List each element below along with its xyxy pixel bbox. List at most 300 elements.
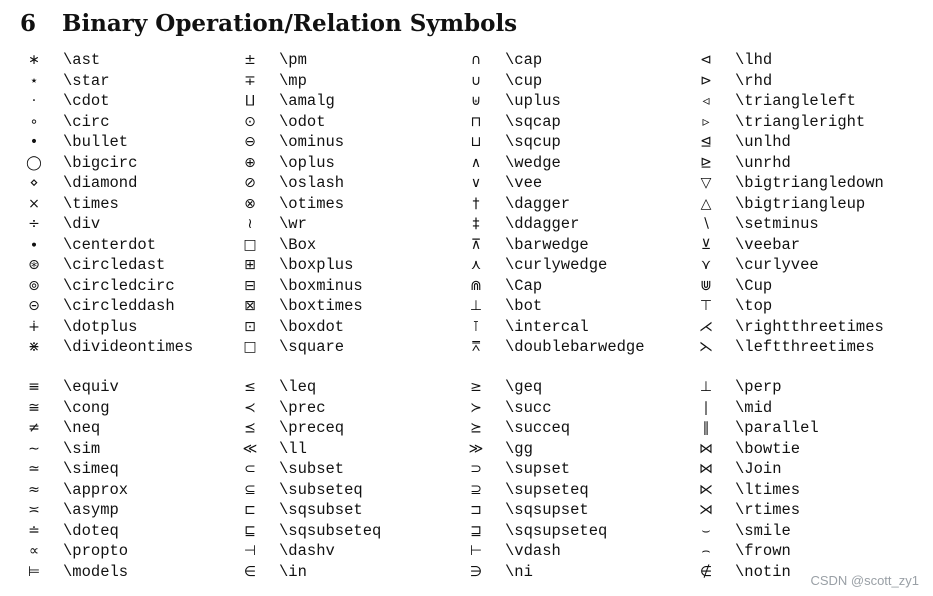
symbol-glyph: ⊔ bbox=[470, 134, 482, 151]
symbol-glyph: ⊴ bbox=[700, 134, 712, 151]
symbol-row bbox=[236, 194, 363, 215]
symbol-row bbox=[462, 377, 607, 398]
latex-command: \odot bbox=[279, 112, 326, 131]
symbol-row bbox=[462, 194, 645, 215]
symbol-row bbox=[236, 377, 381, 398]
symbol-row bbox=[692, 112, 884, 133]
latex-command: \boxtimes bbox=[279, 297, 363, 316]
symbol-glyph: ▽ bbox=[700, 175, 712, 192]
latex-command: \cup bbox=[505, 71, 543, 90]
latex-command: \bullet bbox=[63, 133, 129, 152]
symbol-glyph: † bbox=[472, 195, 480, 212]
symbol-row bbox=[20, 377, 128, 398]
symbol-row bbox=[692, 153, 884, 174]
latex-command: \sqcup bbox=[505, 133, 561, 152]
symbol-row bbox=[20, 398, 128, 419]
latex-command: \centerdot bbox=[63, 235, 157, 254]
symbol-glyph: ⊳ bbox=[700, 72, 712, 89]
symbol-row bbox=[20, 132, 193, 153]
symbol-glyph: ≥ bbox=[470, 379, 482, 396]
symbol-row bbox=[462, 459, 607, 480]
symbol-glyph: ≪ bbox=[242, 440, 258, 457]
latex-command: \otimes bbox=[279, 194, 345, 213]
symbol-glyph: ⊂ bbox=[244, 461, 256, 478]
latex-command: \amalg bbox=[279, 92, 335, 111]
latex-command: \ddagger bbox=[505, 215, 580, 234]
latex-command: \Cap bbox=[505, 276, 543, 295]
symbol-row bbox=[20, 276, 193, 297]
symbol-glyph: • bbox=[29, 134, 39, 151]
symbol-row bbox=[462, 132, 645, 153]
symbol-row bbox=[236, 459, 381, 480]
symbol-row bbox=[462, 337, 645, 358]
symbol-glyph: ≀ bbox=[247, 216, 253, 233]
latex-command: \bigtriangledown bbox=[735, 174, 884, 193]
symbol-glyph: ⩞ bbox=[471, 339, 481, 356]
symbol-row bbox=[692, 255, 884, 276]
latex-command: \parallel bbox=[735, 419, 819, 438]
latex-command: \wedge bbox=[505, 153, 561, 172]
section-heading bbox=[20, 10, 517, 37]
latex-command: \leftthreetimes bbox=[735, 338, 875, 357]
latex-command: \sqsupset bbox=[505, 501, 589, 520]
symbol-glyph: ⌣ bbox=[701, 522, 711, 539]
relation-column-4 bbox=[692, 377, 819, 582]
symbol-glyph: ⊺ bbox=[472, 318, 480, 335]
latex-command: \ast bbox=[63, 51, 101, 70]
symbol-row bbox=[692, 459, 819, 480]
symbol-glyph: ≻ bbox=[470, 399, 482, 416]
latex-command: \doteq bbox=[63, 521, 119, 540]
symbol-glyph: ∧ bbox=[470, 154, 482, 171]
symbol-row bbox=[236, 541, 381, 562]
latex-command: \oplus bbox=[279, 153, 335, 172]
latex-command: \sqsubseteq bbox=[279, 521, 382, 540]
symbol-row bbox=[20, 562, 128, 583]
symbol-row bbox=[462, 562, 607, 583]
latex-command: \cap bbox=[505, 51, 543, 70]
symbol-row bbox=[462, 173, 645, 194]
latex-command: \gg bbox=[505, 439, 533, 458]
latex-command: \unrhd bbox=[735, 153, 791, 172]
symbol-glyph: ∓ bbox=[244, 72, 256, 89]
symbol-row bbox=[692, 398, 819, 419]
symbol-glyph: ⊤ bbox=[699, 298, 713, 315]
symbol-glyph: ⋈ bbox=[699, 461, 713, 478]
symbol-row bbox=[692, 50, 884, 71]
symbol-row bbox=[20, 500, 128, 521]
symbol-glyph: ≅ bbox=[28, 399, 40, 416]
latex-command: \in bbox=[279, 562, 307, 581]
symbol-row bbox=[236, 337, 363, 358]
symbol-glyph: □ bbox=[243, 339, 257, 356]
symbol-row bbox=[236, 235, 363, 256]
latex-command: \div bbox=[63, 215, 101, 234]
symbol-glyph: ⊖ bbox=[244, 134, 256, 151]
relation-column-3 bbox=[462, 377, 607, 582]
symbol-glyph: ⊘ bbox=[244, 175, 256, 192]
latex-command: \vdash bbox=[505, 542, 561, 561]
symbol-glyph: ≫ bbox=[468, 440, 484, 457]
symbol-glyph: ∪ bbox=[470, 72, 482, 89]
latex-command: \square bbox=[279, 338, 345, 357]
symbol-row bbox=[692, 296, 884, 317]
latex-command: \supset bbox=[505, 460, 571, 479]
symbol-glyph: ⊚ bbox=[28, 277, 40, 294]
symbol-glyph: ∩ bbox=[470, 52, 482, 69]
symbol-glyph: ⊥ bbox=[699, 379, 713, 396]
latex-command: \bowtie bbox=[735, 439, 801, 458]
relation-column-1 bbox=[20, 377, 128, 582]
symbol-row bbox=[692, 439, 819, 460]
latex-command: \propto bbox=[63, 542, 129, 561]
symbol-glyph: ◃ bbox=[702, 93, 710, 110]
latex-command: \top bbox=[735, 297, 773, 316]
symbol-glyph: ⊼ bbox=[470, 236, 482, 253]
symbol-glyph: ⊏ bbox=[244, 502, 256, 519]
symbol-row bbox=[236, 418, 381, 439]
symbol-row bbox=[462, 521, 607, 542]
latex-command: \succ bbox=[505, 398, 552, 417]
symbol-glyph: ⊐ bbox=[470, 502, 482, 519]
symbol-row bbox=[692, 235, 884, 256]
symbol-row bbox=[462, 255, 645, 276]
symbol-row bbox=[462, 153, 645, 174]
symbol-glyph: ⋒ bbox=[470, 277, 482, 294]
symbol-row bbox=[20, 91, 193, 112]
latex-command: \wr bbox=[279, 215, 307, 234]
latex-command: \sim bbox=[63, 439, 101, 458]
latex-command: \subset bbox=[279, 460, 345, 479]
symbol-glyph: ⊕ bbox=[244, 154, 256, 171]
symbol-glyph: ≠ bbox=[28, 420, 40, 437]
symbol-glyph: ⋇ bbox=[28, 339, 40, 356]
symbol-row bbox=[236, 296, 363, 317]
latex-command: \star bbox=[63, 71, 110, 90]
symbol-row bbox=[462, 296, 645, 317]
latex-command: \approx bbox=[63, 480, 129, 499]
symbol-glyph: ≐ bbox=[28, 522, 40, 539]
symbol-row bbox=[692, 521, 819, 542]
symbol-row bbox=[20, 480, 128, 501]
symbol-row bbox=[692, 91, 884, 112]
symbol-glyph: ⋌ bbox=[699, 318, 713, 335]
latex-command: \setminus bbox=[735, 215, 819, 234]
latex-command: \equiv bbox=[63, 378, 119, 397]
latex-command: \Join bbox=[735, 460, 782, 479]
symbol-row bbox=[20, 459, 128, 480]
symbol-row bbox=[462, 50, 645, 71]
latex-command: \cong bbox=[63, 398, 110, 417]
latex-command: \boxdot bbox=[279, 317, 345, 336]
watermark-text: CSDN @scott_zy1 bbox=[810, 573, 919, 588]
symbol-row bbox=[20, 255, 193, 276]
symbol-glyph: ≤ bbox=[244, 379, 256, 396]
symbol-glyph: ∗ bbox=[28, 52, 40, 69]
latex-command: \neq bbox=[63, 419, 101, 438]
symbol-row bbox=[236, 480, 381, 501]
symbol-glyph: ⪰ bbox=[470, 420, 482, 437]
symbol-row bbox=[692, 418, 819, 439]
symbol-row bbox=[692, 317, 884, 338]
symbol-glyph: ⊎ bbox=[470, 93, 482, 110]
latex-command: \cdot bbox=[63, 92, 110, 111]
symbol-glyph: ⋏ bbox=[470, 257, 482, 274]
latex-command: \mp bbox=[279, 71, 307, 90]
symbol-row bbox=[236, 112, 363, 133]
latex-command: \veebar bbox=[735, 235, 801, 254]
symbol-row bbox=[236, 173, 363, 194]
latex-command: \asymp bbox=[63, 501, 119, 520]
symbol-glyph: × bbox=[28, 195, 40, 212]
symbol-row bbox=[20, 173, 193, 194]
symbol-row bbox=[692, 541, 819, 562]
symbol-glyph: ⊟ bbox=[244, 277, 256, 294]
symbol-glyph: ⊠ bbox=[244, 298, 256, 315]
binary-column-3 bbox=[462, 50, 645, 358]
latex-command: \frown bbox=[735, 542, 791, 561]
latex-command: \smile bbox=[735, 521, 791, 540]
latex-command: \boxplus bbox=[279, 256, 354, 275]
symbol-row bbox=[20, 153, 193, 174]
symbol-row bbox=[462, 480, 607, 501]
latex-command: \bot bbox=[505, 297, 543, 316]
symbol-glyph: ‡ bbox=[472, 216, 480, 233]
latex-command: \ltimes bbox=[735, 480, 801, 499]
symbol-glyph: ∖ bbox=[701, 216, 711, 233]
symbol-row bbox=[236, 132, 363, 153]
symbol-row bbox=[692, 194, 884, 215]
symbol-glyph: ≍ bbox=[28, 502, 40, 519]
latex-command: \oslash bbox=[279, 174, 345, 193]
symbol-glyph: · bbox=[31, 93, 37, 110]
latex-command: \dagger bbox=[505, 194, 571, 213]
latex-command: \rhd bbox=[735, 71, 773, 90]
symbol-glyph: ⊃ bbox=[470, 461, 482, 478]
symbol-glyph: ⨿ bbox=[244, 93, 256, 110]
latex-command: \notin bbox=[735, 562, 791, 581]
latex-command: \ll bbox=[279, 439, 307, 458]
symbol-row bbox=[20, 337, 193, 358]
symbol-row bbox=[692, 132, 884, 153]
symbol-glyph: ∘ bbox=[29, 113, 39, 130]
latex-command: \models bbox=[63, 562, 129, 581]
latex-command: \bigtriangleup bbox=[735, 194, 866, 213]
symbol-row bbox=[462, 418, 607, 439]
symbol-glyph: ⊥ bbox=[469, 298, 483, 315]
latex-command: \dashv bbox=[279, 542, 335, 561]
symbol-glyph: ⊗ bbox=[244, 195, 256, 212]
symbol-row bbox=[692, 337, 884, 358]
symbol-glyph: ⋎ bbox=[700, 257, 712, 274]
latex-command: \uplus bbox=[505, 92, 561, 111]
symbol-glyph: ◯ bbox=[26, 154, 42, 171]
latex-command: \circledcirc bbox=[63, 276, 175, 295]
symbol-row bbox=[236, 50, 363, 71]
symbol-glyph: ∨ bbox=[470, 175, 482, 192]
symbol-row bbox=[462, 91, 645, 112]
symbol-row bbox=[462, 276, 645, 297]
symbol-row bbox=[462, 317, 645, 338]
symbol-row bbox=[20, 235, 193, 256]
symbol-glyph: ⊡ bbox=[244, 318, 256, 335]
latex-command: \leq bbox=[279, 378, 317, 397]
symbol-glyph: △ bbox=[700, 195, 712, 212]
symbol-row bbox=[692, 562, 819, 583]
symbol-row bbox=[692, 480, 819, 501]
latex-command: \supseteq bbox=[505, 480, 589, 499]
symbol-glyph: ⊇ bbox=[470, 481, 482, 498]
section-number: 6 bbox=[20, 10, 37, 37]
symbol-row bbox=[462, 541, 607, 562]
section-title: Binary Operation/Relation Symbols bbox=[62, 10, 518, 37]
symbol-glyph: ⋄ bbox=[29, 175, 39, 192]
latex-command: \curlywedge bbox=[505, 256, 608, 275]
symbol-row bbox=[20, 194, 193, 215]
symbol-row bbox=[692, 173, 884, 194]
symbol-glyph: ⊙ bbox=[244, 113, 256, 130]
symbol-glyph: ⊆ bbox=[244, 481, 256, 498]
latex-command: \subseteq bbox=[279, 480, 363, 499]
latex-command: \triangleright bbox=[735, 112, 866, 131]
symbol-glyph: ⊵ bbox=[700, 154, 712, 171]
symbol-glyph: ⋊ bbox=[699, 502, 713, 519]
latex-command: \doublebarwedge bbox=[505, 338, 645, 357]
latex-command: \sqsupseteq bbox=[505, 521, 608, 540]
symbol-row bbox=[236, 521, 381, 542]
symbol-row bbox=[20, 214, 193, 235]
symbol-glyph: ≡ bbox=[28, 379, 40, 396]
latex-command: \circleddash bbox=[63, 297, 175, 316]
latex-command: \succeq bbox=[505, 419, 571, 438]
latex-command: \triangleleft bbox=[735, 92, 856, 111]
symbol-row bbox=[462, 235, 645, 256]
latex-command: \ni bbox=[505, 562, 533, 581]
latex-command: \intercal bbox=[505, 317, 589, 336]
latex-command: \lhd bbox=[735, 51, 773, 70]
latex-command: \circ bbox=[63, 112, 110, 131]
symbol-row bbox=[236, 317, 363, 338]
symbol-row bbox=[20, 418, 128, 439]
symbol-glyph: ∣ bbox=[702, 399, 710, 416]
symbol-glyph: ▹ bbox=[702, 113, 710, 130]
symbol-row bbox=[236, 71, 363, 92]
symbol-row bbox=[236, 398, 381, 419]
symbol-glyph: ⊨ bbox=[27, 563, 41, 580]
latex-command: \vee bbox=[505, 174, 543, 193]
symbol-glyph: ≈ bbox=[28, 481, 40, 498]
symbol-row bbox=[236, 91, 363, 112]
symbol-glyph: ⋆ bbox=[29, 72, 39, 89]
symbol-glyph: ∙ bbox=[29, 236, 39, 253]
symbol-row bbox=[20, 112, 193, 133]
binary-column-4 bbox=[692, 50, 884, 358]
symbol-row bbox=[692, 377, 819, 398]
symbol-row bbox=[236, 562, 381, 583]
symbol-glyph: ⋉ bbox=[699, 481, 713, 498]
latex-command: \Cup bbox=[735, 276, 773, 295]
binary-column-1 bbox=[20, 50, 193, 358]
symbol-row bbox=[462, 71, 645, 92]
symbol-glyph: ≺ bbox=[244, 399, 256, 416]
symbol-glyph: ⊛ bbox=[28, 257, 40, 274]
symbol-row bbox=[20, 439, 128, 460]
symbol-glyph: ⊲ bbox=[700, 52, 712, 69]
symbol-glyph: ⊣ bbox=[243, 543, 257, 560]
symbol-glyph: ± bbox=[244, 52, 256, 69]
symbol-glyph: ⊢ bbox=[469, 543, 483, 560]
symbol-glyph: ⋈ bbox=[699, 440, 713, 457]
symbol-row bbox=[692, 71, 884, 92]
symbol-glyph: ∼ bbox=[28, 440, 40, 457]
binary-column-2 bbox=[236, 50, 363, 358]
latex-command: \bigcirc bbox=[63, 153, 138, 172]
symbol-row bbox=[462, 500, 607, 521]
symbol-glyph: ∔ bbox=[28, 318, 40, 335]
symbol-glyph: ∈ bbox=[243, 563, 257, 580]
symbol-row bbox=[236, 276, 363, 297]
symbol-glyph: ∝ bbox=[28, 543, 39, 560]
symbol-row bbox=[462, 112, 645, 133]
symbol-row bbox=[20, 71, 193, 92]
latex-command: \circledast bbox=[63, 256, 166, 275]
latex-command: \barwedge bbox=[505, 235, 589, 254]
latex-command: \Box bbox=[279, 235, 317, 254]
symbol-glyph: ⊑ bbox=[244, 522, 256, 539]
latex-command: \mid bbox=[735, 398, 773, 417]
latex-command: \geq bbox=[505, 378, 543, 397]
symbol-row bbox=[236, 500, 381, 521]
latex-command: \pm bbox=[279, 51, 307, 70]
latex-command: \diamond bbox=[63, 174, 138, 193]
symbol-glyph: ⪯ bbox=[244, 420, 256, 437]
symbol-glyph: ⊞ bbox=[244, 257, 256, 274]
latex-command: \rtimes bbox=[735, 501, 801, 520]
latex-command: \preceq bbox=[279, 419, 345, 438]
latex-command: \simeq bbox=[63, 460, 119, 479]
latex-command: \curlyvee bbox=[735, 256, 819, 275]
symbol-glyph: ⊒ bbox=[470, 522, 482, 539]
symbol-row bbox=[236, 214, 363, 235]
latex-command: \sqcap bbox=[505, 112, 561, 131]
symbol-glyph: ⌢ bbox=[701, 543, 711, 560]
symbol-glyph: □ bbox=[243, 236, 257, 253]
latex-command: \boxminus bbox=[279, 276, 363, 295]
latex-command: \rightthreetimes bbox=[735, 317, 884, 336]
latex-command: \perp bbox=[735, 378, 782, 397]
latex-command: \dotplus bbox=[63, 317, 138, 336]
symbol-glyph: ∥ bbox=[702, 420, 710, 437]
symbol-row bbox=[20, 296, 193, 317]
symbol-glyph: ⋋ bbox=[699, 339, 713, 356]
symbol-glyph: ⊻ bbox=[700, 236, 712, 253]
symbol-glyph: ≃ bbox=[28, 461, 40, 478]
symbol-glyph: ÷ bbox=[28, 216, 40, 233]
latex-command: \sqsubset bbox=[279, 501, 363, 520]
symbol-glyph: ⊝ bbox=[28, 298, 40, 315]
symbol-row bbox=[20, 541, 128, 562]
symbol-row bbox=[692, 214, 884, 235]
symbol-row bbox=[236, 439, 381, 460]
symbol-row bbox=[462, 439, 607, 460]
symbol-glyph: ∉ bbox=[699, 563, 713, 580]
symbol-glyph: ∋ bbox=[469, 563, 483, 580]
symbol-glyph: ⊓ bbox=[470, 113, 482, 130]
symbol-row bbox=[20, 317, 193, 338]
symbol-glyph: ⋓ bbox=[700, 277, 712, 294]
symbol-row bbox=[462, 214, 645, 235]
symbol-row bbox=[692, 500, 819, 521]
